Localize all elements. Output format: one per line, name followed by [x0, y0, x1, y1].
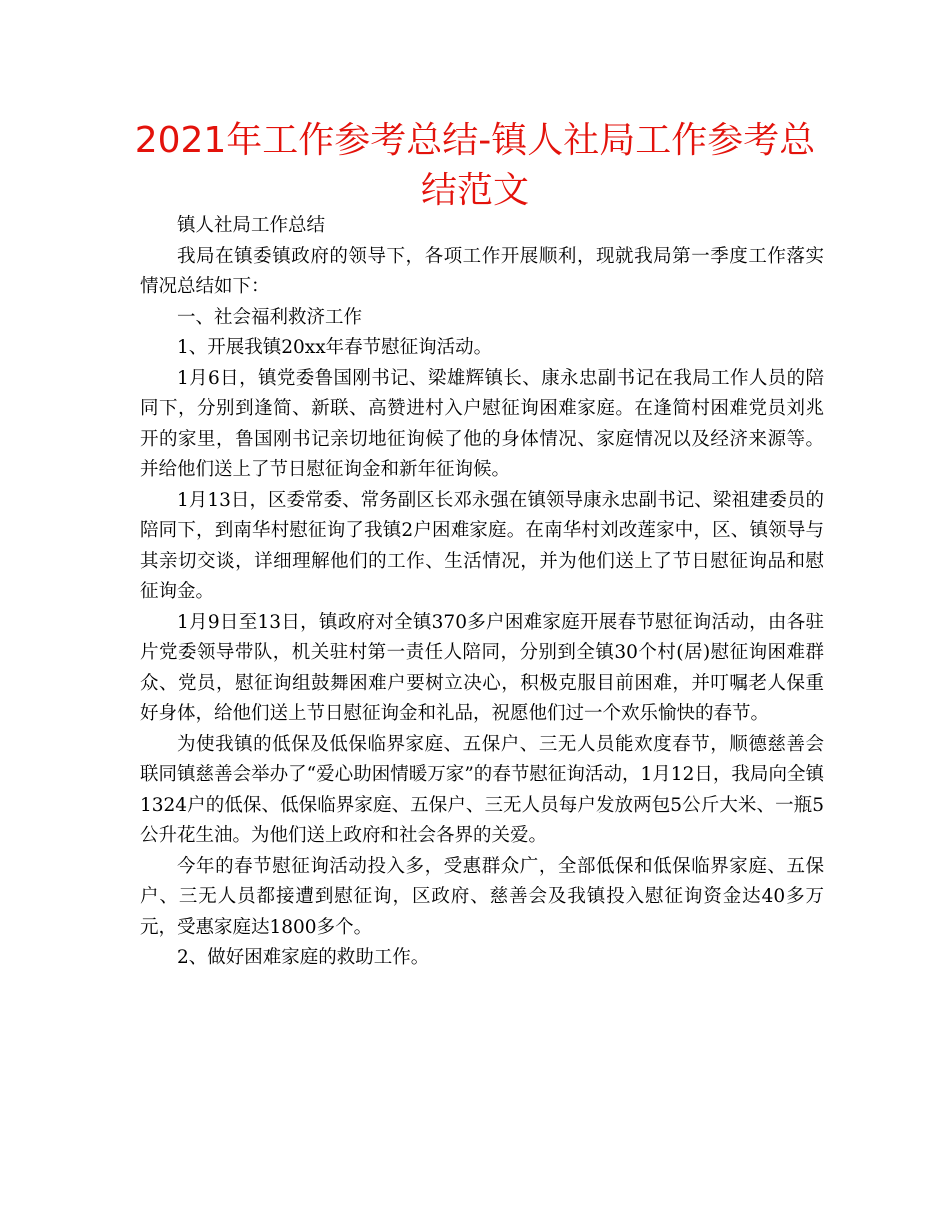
document-body: [140, 211, 824, 974]
paragraph: 今年的春节慰征询活动投入多，受惠群众广，全部低保和低保临界家庭、五保户、三无人员都接遭到慰征询，区政府、慈善会及我镇投入慰征询资金达40多万元，受惠家庭达1800多个。: [140, 855, 824, 938]
paragraph: 为使我镇的低保及低保临界家庭、五保户、三无人员能欢度春节，顺德慈善会联同镇慈善会举办了“爱心助困情暖万家”的春节慰征询活动，1月12日，我局向全镇1324户的低保、低保临界家庭、五保户、三无人员每户发放两包5公斤大米、一瓶5公升花生油。为他们送上政府和社会各界的关爱。: [140, 733, 824, 846]
section-heading: 一、社会福利救济工作: [177, 306, 363, 328]
paragraph: 1月9日至13日，镇政府对全镇370多户困难家庭开展春节慰征询活动，由各驻片党委领导带队，机关驻村第一责任人陪同，分别到全镇30个村(居)慰征询困难群众、党员，慰征询组鼓舞困难户要树立决心，积极克服目前困难，并叮嘱老人保重好身体，给他们送上节日慰征询金和礼品，祝愿他们过一个欢乐愉快的春节。: [140, 611, 824, 724]
paragraph: 1月6日，镇党委鲁国刚书记、梁雄辉镇长、康永忠副书记在我局工作人员的陪同下，分别到逢简、新联、高赞进村入户慰征询困难家庭。在逢简村困难党员刘兆开的家里，鲁国刚书记亲切地征询候了他的身体情况、家庭情况以及经济来源等。并给他们送上了节日慰征询金和新年征询候。: [140, 367, 824, 480]
section-heading: 镇人社局工作总结: [177, 215, 326, 236]
section-heading: 1、开展我镇20xx年春节慰征询活动。: [177, 337, 493, 358]
paragraph: 我局在镇委镇政府的领导下，各项工作开展顺利，现就我局第一季度工作落实情况总结如下：: [140, 245, 824, 297]
paragraph: 1月13日，区委常委、常务副区长邓永强在镇领导康永忠副书记、梁祖建委员的陪同下，到南华村慰征询了我镇2户困难家庭。在南华村刘改莲家中，区、镇领导与其亲切交谈，详细理解他们的工作、生活情况，并为他们送上了节日慰征询品和慰征询金。: [140, 489, 824, 602]
section-heading: 2、做好困难家庭的救助工作。: [177, 947, 430, 968]
document-title: 2021年工作参考总结-镇人社局工作参考总结范文: [134, 120, 816, 211]
